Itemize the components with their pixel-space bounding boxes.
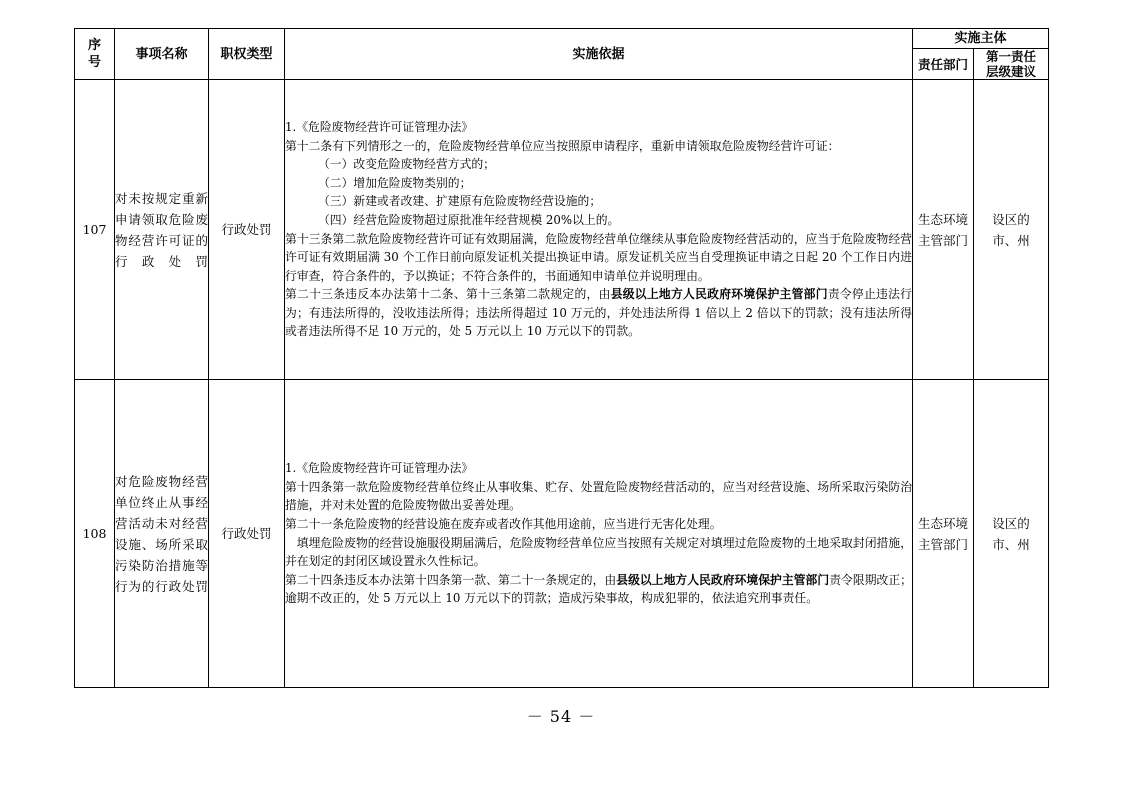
page-number: － 54 － (526, 707, 596, 726)
basis-paragraph: 1.《危险废物经营许可证管理办法》 (285, 119, 474, 134)
basis-paragraph: 第十二条有下列情形之一的，危险废物经营单位应当按照原申请程序，重新申请领取危险废物经营许可证： (285, 138, 840, 153)
basis-paragraph: 第十三条第二款危险废物经营许可证有效期届满，危险废物经营单位继续从事危险废物经营活动的，应当于危险废物经营许可证有效期届满 30 个工作日前向原发证机关提出换证申请。原发证机关应当自受理换证申请之日起 20 个工作日内进行审查，符合条件的，予以换证；不符合条件的，书面通知申请单位并说明理由。 (285, 231, 912, 283)
basis-paragraph: 填埋危险废物的经营设施服役期届满后，危险废物经营单位应当按照有关规定对填埋过危险废物的土地采取封闭措施，并在划定的封闭区域设置永久性标记。 (285, 535, 912, 569)
row-level: 设区的市、州 (974, 380, 1049, 688)
row-basis (285, 380, 913, 688)
responsible-authority: 县级以上地方人民政府环境保护主管部门 (616, 572, 830, 587)
basis-paragraph: 1.《危险废物经营许可证管理办法》 (285, 461, 474, 476)
header-dept: 责任部门 (913, 49, 974, 80)
row-basis (285, 80, 913, 380)
row-level: 设区的市、州 (974, 80, 1049, 380)
header-item-name: 事项名称 (115, 29, 209, 80)
basis-paragraph: （三）新建或者改建、扩建原有危险废物经营设施的； (318, 194, 602, 209)
row-dept: 生态环境主管部门 (913, 80, 974, 380)
header-power-type: 职权类型 (209, 29, 285, 80)
table-row (75, 380, 1049, 688)
responsible-authority: 县级以上地方人民政府环境保护主管部门 (610, 287, 828, 302)
row-seq: 108 (75, 380, 115, 688)
row-dept: 生态环境主管部门 (913, 380, 974, 688)
row-item-name: 对危险废物经营单位终止从事经营活动未对经营设施、场所采取污染防治措施等行为的行政处罚 (115, 380, 209, 688)
row-power-type: 行政处罚 (209, 80, 285, 380)
basis-paragraph: 第二十一条危险废物的经营设施在废弃或者改作其他用途前，应当进行无害化处理。 (285, 516, 722, 531)
row-seq: 107 (75, 80, 115, 380)
enforcement-table (74, 28, 1049, 688)
basis-paragraph: 第二十三条违反本办法第十二条、第十三条第二款规定的，由县级以上地方人民政府环境保护主管部门责令停止违法行为；有违法所得的，没收违法所得；违法所得超过 10 万元的，并处违法所得 1 倍以上 2 倍以下的罚款；没有违法所得或者违法所得不足 10 万元的，处 5 万元以上 10 万元以下的罚款。 (285, 287, 912, 339)
header-basis: 实施依据 (285, 29, 913, 80)
row-item-name: 对未按规定重新申请领取危险废物经营许可证的行政处罚 (115, 80, 209, 380)
header-subject: 实施主体 (913, 29, 1049, 49)
basis-paragraph: （一）改变危险废物经营方式的； (318, 157, 495, 172)
basis-paragraph: 第十四条第一款危险废物经营单位终止从事收集、贮存、处置危险废物经营活动的，应当对经营设施、场所采取污染防治措施，并对未处置的危险废物做出妥善处理。 (285, 479, 912, 513)
basis-paragraph: 第二十四条违反本办法第十四条第一款、第二十一条规定的，由县级以上地方人民政府环境保护主管部门责令限期改正；逾期不改正的，处 5 万元以上 10 万元以下的罚款；造成污染事故，构成犯罪的，依法追究刑事责任。 (285, 572, 912, 606)
header-seq: 序号 (75, 29, 115, 80)
basis-paragraph: （四）经营危险废物超过原批准年经营规模 20%以上的。 (318, 212, 620, 227)
row-power-type: 行政处罚 (209, 380, 285, 688)
table-row (75, 80, 1049, 380)
basis-paragraph: （二）增加危险废物类别的； (318, 175, 472, 190)
header-level: 第一责任层级建议 (974, 49, 1049, 80)
